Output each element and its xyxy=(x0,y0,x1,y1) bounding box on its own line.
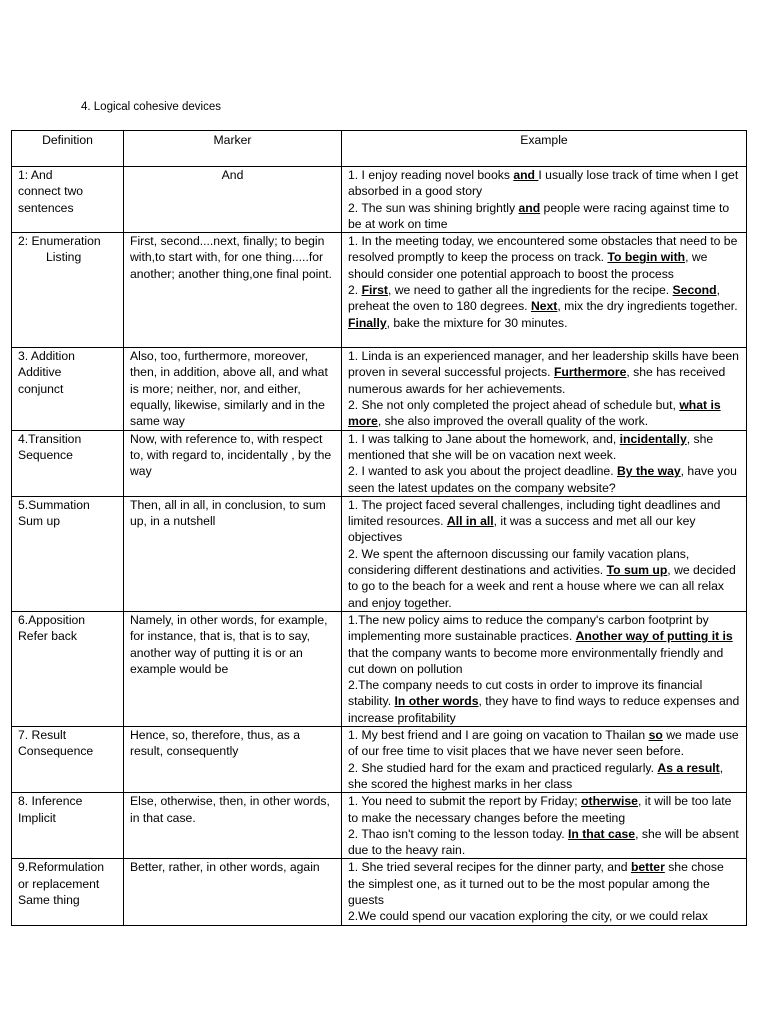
cohesive-marker: First xyxy=(361,283,388,298)
example-sentence: 1. The project faced several challenges, including tight deadlines and limited resources. All in all, it was a success and met all our key objectives xyxy=(348,497,721,545)
table-row xyxy=(12,167,747,233)
example-sentence: 2. We spent the afternoon discussing our family vacation plans, considering different destinations and activities. To sum up, we decided to go to the beach for a week and rent a house where we can all relax and enjoy together. xyxy=(348,546,736,610)
cohesive-marker: By the way xyxy=(616,464,681,479)
marker-cell: Then, all in all, in conclusion, to sum up, in a nutshell xyxy=(124,496,342,611)
marker-cell: Also, too, furthermore, moreover, then, in addition, above all, and what is more; neither, nor, and either, equally, likewise, similarly and in the same way xyxy=(124,348,342,430)
example-sentence: 1. I was talking to Jane about the homework, and, incidentally, she mentioned that she will be on vacation next week. xyxy=(348,431,714,462)
cohesive-marker: Second xyxy=(672,283,717,298)
definition-line: connect two xyxy=(18,184,84,199)
column-header-marker: Marker xyxy=(124,131,342,167)
cohesive-marker: Furthermore xyxy=(553,365,627,380)
cohesive-marker: what is more xyxy=(348,398,721,429)
example-cell xyxy=(342,727,747,793)
definition-line: 8. Inference xyxy=(18,794,83,809)
definition-line: Sum up xyxy=(18,514,61,529)
definition-cell xyxy=(12,496,124,611)
example-sentence: 2. Thao isn't coming to the lesson today. In that case, she will be absent due to the heavy rain. xyxy=(348,826,739,858)
definition-cell xyxy=(12,793,124,859)
table-row xyxy=(12,496,747,611)
example-sentence: 1. Linda is an experienced manager, and her leadership skills have been proven in several successful projects. Furthermore, she has received numerous awards for her achievements. xyxy=(348,349,739,396)
cohesive-marker: As a result xyxy=(657,760,720,775)
example-sentence: 2.The company needs to cut costs in order to improve its financial stability. In other words, they have to find ways to reduce expenses and increase profitability xyxy=(348,678,740,725)
definition-line: 7. Result xyxy=(18,728,67,743)
example-sentence: 1. My best friend and I are going on vacation to Thailan so we made use of our free time to visit places that we have never seen before. xyxy=(348,728,739,759)
example-cell xyxy=(342,496,747,611)
cohesive-marker: and xyxy=(513,168,539,182)
definition-line: Consequence xyxy=(18,744,94,759)
example-sentence: 2.We could spend our vacation exploring the city, or we could relax xyxy=(348,909,708,924)
table-row xyxy=(12,727,747,793)
marker-cell: First, second....next, finally; to begin with,to start with, for one thing.....for another; another thing,one final point. xyxy=(124,233,342,348)
definition-cell xyxy=(12,348,124,430)
example-cell xyxy=(342,233,747,348)
table-row xyxy=(12,233,747,348)
definition-line: Additive xyxy=(18,365,62,380)
definition-line: Refer back xyxy=(18,629,77,644)
definition-line: Sequence xyxy=(18,447,73,462)
marker-cell: And xyxy=(124,167,342,233)
example-cell xyxy=(342,859,747,925)
definition-line: 3. Addition xyxy=(18,349,75,364)
marker-cell: Hence, so, therefore, thus, as a result, consequently xyxy=(124,727,342,793)
example-cell xyxy=(342,430,747,496)
cohesive-marker: incidentally xyxy=(619,431,687,446)
example-sentence: 2. I wanted to ask you about the project deadline. By the way, have you seen the latest updates on the company website? xyxy=(348,464,737,495)
definition-cell xyxy=(12,430,124,496)
cohesive-marker: and xyxy=(518,200,541,215)
example-sentence: 1.The new policy aims to reduce the company's carbon footprint by implementing more sustainable practices. Another way of putting it is that the company wants to become more environmentally friendly and cut down on pollution xyxy=(348,612,733,676)
example-sentence: 2. First, we need to gather all the ingredients for the recipe. Second, preheat the oven to 180 degrees. Next, mix the dry ingredients together. Finally, bake the mixture for 30 minutes. xyxy=(348,283,738,330)
example-sentence: 2. She not only completed the project ahead of schedule but, what is more, she also improved the overall quality of the work. xyxy=(348,398,721,429)
table-header-row xyxy=(12,131,747,167)
section-heading: 4. Logical cohesive devices xyxy=(81,101,221,113)
definition-line: 9.Reformulation xyxy=(18,860,105,875)
marker-cell: Namely, in other words, for example, for instance, that is, that is to say, another way of putting it is or an example would be xyxy=(124,611,342,726)
column-header-example: Example xyxy=(342,131,747,167)
example-sentence: 2. She studied hard for the exam and practiced regularly. As a result, she scored the highest marks in her class xyxy=(348,760,724,791)
table-row xyxy=(12,430,747,496)
definition-cell xyxy=(12,167,124,233)
definition-line: 4.Transition xyxy=(18,431,82,446)
definition-line: 6.Apposition xyxy=(18,612,86,627)
definition-line: 1: And xyxy=(18,168,53,182)
cohesive-marker: To sum up xyxy=(606,563,668,578)
definition-line: 2: Enumeration xyxy=(18,234,101,249)
marker-cell: Better, rather, in other words, again xyxy=(124,859,342,925)
example-sentence: 1. In the meeting today, we encountered some obstacles that need to be resolved promptly to keep the process on track. To begin with, we should consider one potential approach to boost the process xyxy=(348,234,738,281)
definition-line: conjunct xyxy=(18,381,64,396)
definition-cell xyxy=(12,727,124,793)
cohesive-marker: better xyxy=(630,860,665,875)
cohesive-marker: so xyxy=(648,728,663,743)
cohesive-marker: In other words xyxy=(394,694,479,709)
example-sentence: 1. You need to submit the report by Friday; otherwise, it will be too late to make the necessary changes before the meeting xyxy=(348,794,732,825)
marker-cell: Now, with reference to, with respect to, with regard to, incidentally , by the way xyxy=(124,430,342,496)
example-cell xyxy=(342,167,747,233)
table-row xyxy=(12,793,747,859)
cohesive-marker: otherwise xyxy=(581,794,638,809)
table-row xyxy=(12,348,747,430)
cohesive-marker: Finally xyxy=(348,315,387,330)
cohesive-marker: Next xyxy=(530,299,558,314)
example-sentence: 1. I enjoy reading novel books and I usually lose track of time when I get absorbed in a good story xyxy=(348,168,739,199)
cohesive-marker: In that case xyxy=(568,826,636,841)
definition-line: Same thing xyxy=(18,892,80,907)
example-sentence: 1. She tried several recipes for the dinner party, and better she chose the simplest one, as it turned out to be the most popular among the guests xyxy=(348,860,724,907)
table-row xyxy=(12,611,747,726)
cohesive-devices-table xyxy=(11,130,747,926)
definition-line: or replacement xyxy=(18,876,100,891)
cohesive-marker: Another way of putting it is xyxy=(575,629,733,644)
definition-cell xyxy=(12,859,124,925)
column-header-definition: Definition xyxy=(12,131,124,167)
example-cell xyxy=(342,793,747,859)
definition-line: Listing xyxy=(46,250,82,265)
definition-line: sentences xyxy=(18,200,74,215)
marker-cell: Else, otherwise, then, in other words, in that case. xyxy=(124,793,342,859)
cohesive-marker: All in all xyxy=(446,514,494,529)
example-sentence: 2. The sun was shining brightly and people were racing against time to be at work on time xyxy=(348,200,730,231)
cohesive-marker: To begin with xyxy=(607,250,686,265)
example-cell xyxy=(342,348,747,430)
definition-cell xyxy=(12,233,124,348)
definition-cell xyxy=(12,611,124,726)
example-cell xyxy=(342,611,747,726)
definition-line: Implicit xyxy=(18,810,56,825)
table-row xyxy=(12,859,747,925)
definition-line: 5.Summation xyxy=(18,497,90,512)
